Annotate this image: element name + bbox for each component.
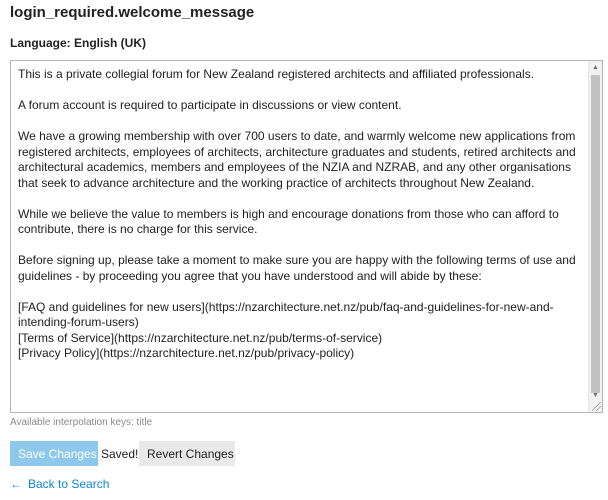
language-label: Language: English (UK)	[10, 36, 146, 50]
page-title: login_required.welcome_message	[10, 4, 255, 21]
revert-changes-button[interactable]: Revert Changes	[139, 441, 235, 466]
link-faq-guidelines: [FAQ and guidelines for new users](https://nzarchitecture.net.nz/pub/faq-and-guidelines-for-new-and-intending-forum-users)	[18, 299, 554, 329]
resize-grip-icon[interactable]	[592, 402, 601, 411]
vertical-scrollbar[interactable]	[588, 61, 602, 412]
paragraph-donations: While we believe the value to members is high and encourage donations from those who can afford to contribute, there is no charge for this service.	[18, 206, 559, 236]
arrow-left-icon: ←	[10, 477, 22, 491]
paragraph-terms-intro: Before signing up, please take a moment to make sure you are happy with the following terms of use and guidelines - by proceeding you agree that you have understood and will abide by these:	[18, 253, 576, 283]
welcome-message-textarea[interactable]	[10, 60, 603, 413]
save-changes-button[interactable]: Save Changes	[10, 441, 98, 466]
scroll-thumb[interactable]	[591, 75, 600, 393]
scroll-up-icon[interactable]: ▲	[592, 64, 599, 71]
paragraph-account-required: A forum account is required to participate in discussions or view content.	[18, 98, 402, 112]
scroll-down-icon[interactable]: ▼	[592, 392, 599, 399]
saved-status: Saved!	[101, 447, 139, 461]
link-privacy-policy: [Privacy Policy](https://nzarchitecture.net.nz/pub/privacy-policy)	[18, 346, 355, 360]
link-terms-of-service: [Terms of Service](https://nzarchitecture.net.nz/pub/terms-of-service)	[18, 330, 383, 345]
paragraph-membership: We have a growing membership with over 700 users to date, and warmly welcome new applications from registered architects, employees of architects, architecture graduates and students, retired architects and architectural academics, members and employees of the NZIA and NZRAB, and any other organisations that seek to advance architecture and the working practice of architects throughout New Zealand.	[18, 129, 576, 190]
paragraph-intro: This is a private collegial forum for New Zealand registered architects and affiliated professionals.	[18, 67, 535, 81]
textarea-content[interactable]	[18, 67, 588, 362]
back-to-search-link[interactable]	[10, 477, 109, 491]
interpolation-keys-hint: Available interpolation keys: title	[10, 417, 153, 428]
back-to-search-label: Back to Search	[28, 477, 110, 491]
